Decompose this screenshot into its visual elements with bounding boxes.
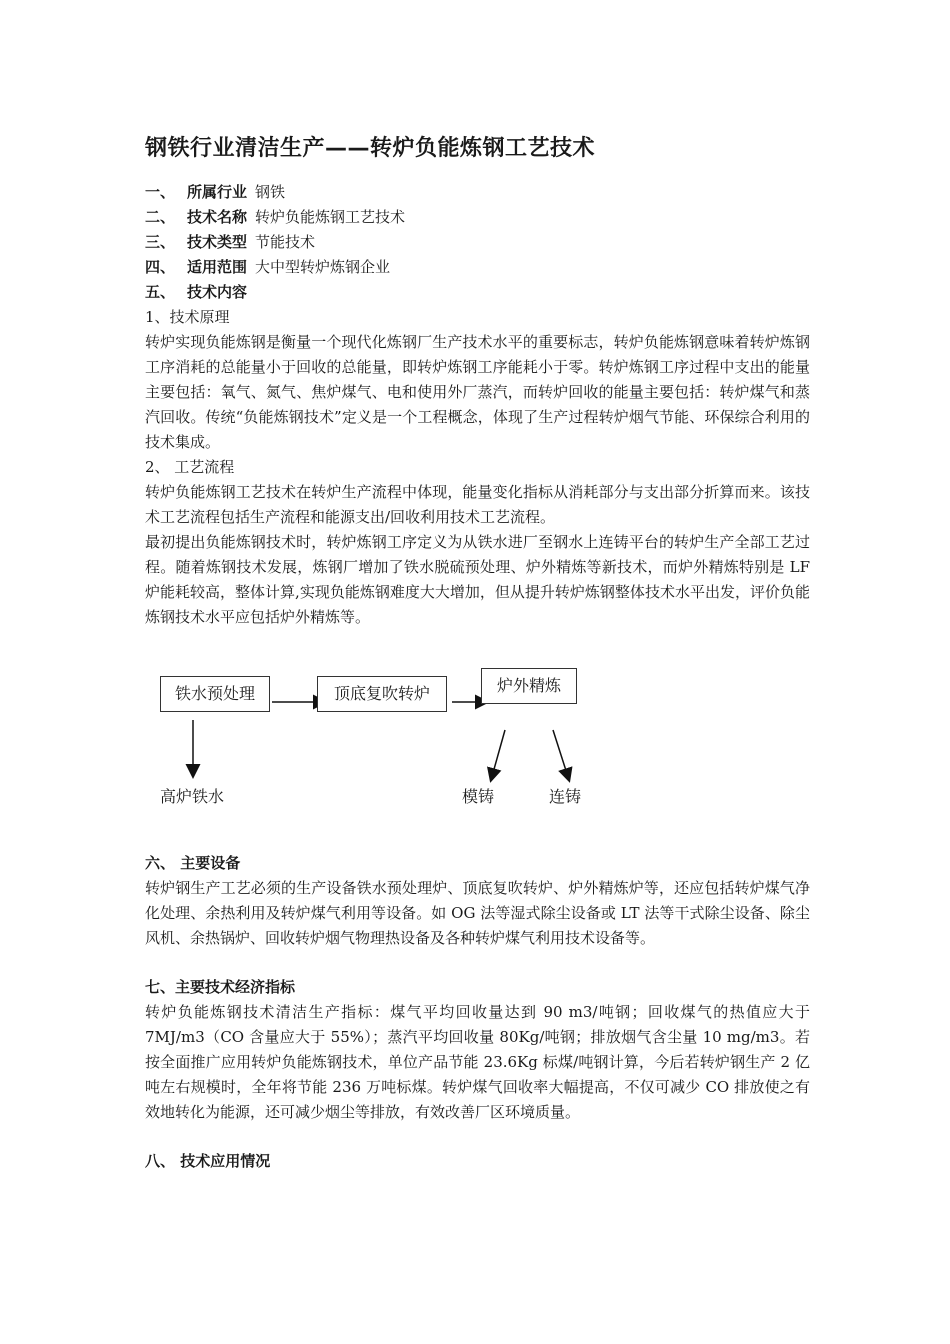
meta-row-type [145, 230, 810, 255]
meta-key: 适用范围 [187, 258, 248, 276]
section-indicators-heading: 七、主要技术经济指标 [145, 978, 296, 996]
meta-number: 三、 [145, 233, 176, 251]
spacer [145, 951, 810, 975]
flow-output-continuous: 连铸 [549, 787, 582, 806]
meta-key: 技术类型 [187, 233, 248, 251]
meta-key: 技术名称 [187, 208, 248, 226]
meta-number: 一、 [145, 183, 176, 201]
flow-output-ingot: 模铸 [462, 787, 495, 806]
document-title: 钢铁行业清洁生产——转炉负能炼钢工艺技术 [145, 136, 596, 161]
arrow-to-continuous [553, 730, 569, 780]
flow-output-hot-metal: 高炉铁水 [160, 787, 225, 806]
meta-row-name [145, 205, 810, 230]
section-process-heading: 2、 工艺流程 [145, 458, 235, 476]
meta-number: 五、 [145, 283, 176, 301]
arrow-to-ingot [491, 730, 505, 780]
meta-number: 四、 [145, 258, 176, 276]
meta-number: 二、 [145, 208, 176, 226]
meta-value: 大中型转炉炼钢企业 [255, 258, 391, 276]
section-equipment-text: 转炉钢生产工艺必须的生产设备铁水预处理炉、顶底复吹转炉、炉外精炼炉等，还应包括转炉煤气净化处理、余热利用及转炉煤气利用等设备。如 OG 法等湿式除尘设备或 LT 法等干式除尘设备、除尘风机、余热锅炉、回收转炉烟气物理热设备及各种转炉煤气利用技术设备等。 [145, 879, 810, 947]
document-page [145, 132, 810, 1174]
process-flow-diagram [157, 658, 637, 833]
meta-key: 技术内容 [187, 283, 248, 301]
section-process-text-1: 转炉负能炼钢工艺技术在转炉生产流程中体现，能量变化指标从消耗部分与支出部分折算而来。该技术工艺流程包括生产流程和能源支出/回收利用技术工艺流程。 [145, 483, 810, 526]
section-principle-text: 转炉实现负能炼钢是衡量一个现代化炼钢厂生产技术水平的重要标志，转炉负能炼钢意味着转炉炼钢工序消耗的总能量小于回收的总能量，即转炉炼钢工序能耗小于零。转炉炼钢工序过程中支出的能量主要包括：氧气、氮气、焦炉煤气、电和使用外厂蒸汽，而转炉回收的能量主要包括：转炉煤气和蒸汽回收。传统“负能炼钢技术”定义是一个工程概念，体现了生产过程转炉烟气节能、环保综合利用的技术集成。 [145, 333, 810, 451]
section-equipment-heading: 六、 主要设备 [145, 854, 241, 872]
meta-row-industry [145, 180, 810, 205]
section-principle-heading: 1、技术原理 [145, 308, 230, 326]
section-process-text-2: 最初提出负能炼钢技术时，转炉炼钢工序定义为从铁水进厂至钢水上连铸平台的转炉生产全部工艺过程。随着炼钢技术发展，炼钢厂增加了铁水脱硫预处理、炉外精炼等新技术，而炉外精炼特别是 LF 炉能耗较高，整体计算,实现负能炼钢难度大大增加，但从提升转炉炼钢整体技术水平出发，评价负能炼钢技术水平应包括炉外精炼等。 [145, 533, 810, 626]
meta-value: 钢铁 [255, 183, 286, 201]
meta-row-scope [145, 255, 810, 280]
flow-box-pretreatment: 铁水预处理 [160, 676, 270, 712]
flow-box-refining: 炉外精炼 [481, 668, 577, 704]
meta-key: 所属行业 [187, 183, 248, 201]
flow-box-converter: 顶底复吹转炉 [317, 676, 447, 712]
meta-value: 节能技术 [255, 233, 316, 251]
meta-row-content [145, 280, 810, 305]
section-indicators-text: 转炉负能炼钢技术清洁生产指标：煤气平均回收量达到 90 m3/吨钢；回收煤气的热值应大于 7MJ/m3（CO 含量应大于 55%）；蒸汽平均回收量 80Kg/吨钢；排放烟气含尘量 10 mg/m3。若按全面推广应用转炉负能炼钢技术，单位产品节能 23.6Kg 标煤/吨钢计算，今后若转炉钢生产 2 亿吨左右规模时，全年将节能 236 万吨标煤。转炉煤气回收率大幅提高，不仅可减少 CO 排放使之有效地转化为能源，还可减少烟尘等排放，有效改善厂区环境质量。 [145, 1003, 810, 1121]
spacer [145, 1125, 810, 1149]
section-application-heading: 八、 技术应用情况 [145, 1152, 271, 1170]
meta-value: 转炉负能炼钢工艺技术 [255, 208, 406, 226]
